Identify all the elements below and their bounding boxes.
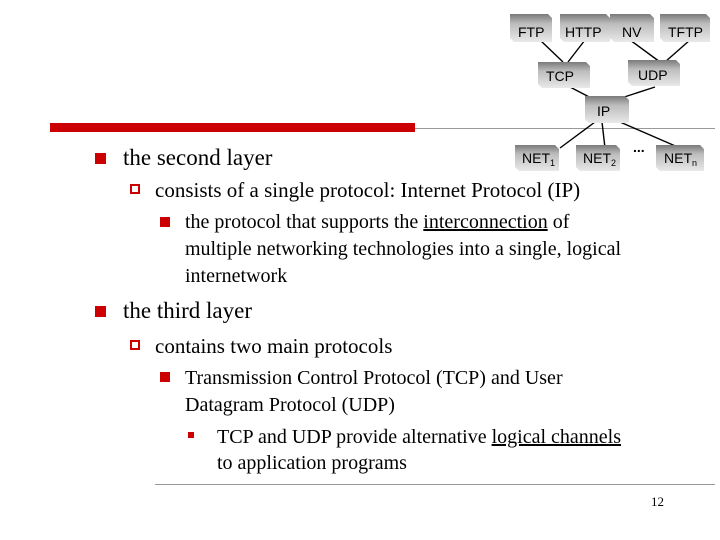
net-n-label: NET bbox=[664, 150, 692, 166]
logical-channels-pre: TCP and UDP provide alternative bbox=[217, 426, 492, 448]
box-nv: NV bbox=[622, 24, 642, 40]
box-net-2 bbox=[583, 150, 616, 166]
text-tcp-udp-line2: Datagram Protocol (UDP) bbox=[185, 394, 395, 416]
protocol-support-post: of bbox=[547, 211, 570, 233]
box-tcp: TCP bbox=[546, 68, 574, 84]
box-udp: UDP bbox=[638, 67, 668, 83]
text-logical-channels-line2: to application programs bbox=[217, 452, 407, 474]
text-protocol-support bbox=[185, 209, 569, 235]
text-protocol-support-line3: internetwork bbox=[185, 265, 288, 287]
text-single-protocol: consists of a single protocol: Internet Protocol (IP) bbox=[155, 178, 581, 202]
net-2-label: NET bbox=[583, 150, 611, 166]
bullet-tcp-udp bbox=[160, 372, 170, 382]
text-logical-channels bbox=[217, 424, 621, 450]
box-http: HTTP bbox=[565, 24, 602, 40]
page-number: 12 bbox=[651, 494, 664, 509]
box-ip: IP bbox=[597, 103, 611, 119]
bullet-logical-channels bbox=[188, 432, 194, 438]
net-ellipsis: ... bbox=[633, 139, 645, 155]
text-protocol-support-line2: multiple networking technologies into a single, logical bbox=[185, 238, 622, 260]
net-1-sub: 1 bbox=[550, 158, 556, 168]
bullet-two-protocols bbox=[130, 340, 140, 350]
footer-rule bbox=[155, 484, 715, 485]
box-tftp: TFTP bbox=[668, 24, 703, 40]
bullet-third-layer bbox=[95, 306, 106, 317]
net-1-label: NET bbox=[522, 150, 550, 166]
heading-second-layer: the second layer bbox=[123, 145, 273, 170]
text-tcp-udp-line1: Transmission Control Protocol (TCP) and User bbox=[185, 367, 563, 389]
diagram-connectors bbox=[540, 40, 690, 148]
box-net-n bbox=[664, 150, 697, 166]
protocol-support-pre: the protocol that supports the bbox=[185, 211, 424, 233]
net-2-sub: 2 bbox=[611, 158, 617, 168]
bullet-second-layer bbox=[95, 153, 106, 164]
text-two-protocols: contains two main protocols bbox=[155, 334, 393, 358]
bullet-protocol-support bbox=[160, 217, 170, 227]
logical-channels-link[interactable]: logical channels bbox=[491, 426, 621, 448]
heading-third-layer: the third layer bbox=[123, 298, 253, 323]
box-ftp: FTP bbox=[518, 24, 545, 40]
bullet-single-protocol bbox=[130, 184, 140, 194]
interconnection-link[interactable]: interconnection bbox=[423, 211, 548, 233]
net-n-sub: n bbox=[692, 158, 698, 168]
box-net-1 bbox=[522, 150, 555, 166]
